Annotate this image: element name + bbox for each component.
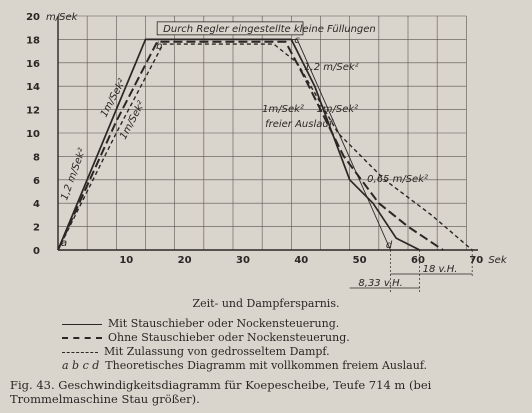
x-tick-label: 50 [352,255,367,266]
y-tick-label: 6 [33,175,40,187]
y-axis-unit: m/Sek [46,12,78,23]
x-tick-label: 40 [294,255,309,266]
x-tick-label: 20 [177,255,192,266]
legend-item-solid [62,317,339,330]
y-tick-label: 16 [26,58,40,70]
legend-label-solid: Mit Stauschieber oder Nockensteuerung. [108,317,340,330]
point-c-label: c [294,34,300,46]
y-tick-label: 0 [33,246,40,257]
top-annotation-text: Durch Regler eingestellte kleine Füllungen [163,23,376,35]
x-tick-label: 60 [411,255,425,266]
legend-item-long-dash [62,331,350,344]
y-tick-label: 4 [33,199,40,211]
series-line-dash-short [58,44,472,250]
span-label-833: 8,33 v.H. [358,278,403,289]
free-runout-label: freier Auslauf [265,119,333,131]
x-tick-label: 10 [119,255,134,266]
legend-label-short-dash: Mit Zulassung von gedrosseltem Dampf. [104,345,330,358]
slope-label-7: 0,65 m/Sek² [367,174,429,186]
legend-prefix-abcd: a b c d [62,359,100,372]
y-tick-label: 18 [26,35,40,47]
slope-label-2: 1m/Sek² [98,77,129,120]
x-axis-unit: Sek [488,255,507,266]
y-tick-label: 20 [26,12,40,23]
chart-series [58,39,472,250]
legend-sample-long-dash [62,337,102,339]
chart-caption-title: Zeit- und Dampfersparnis. [192,297,340,310]
legend-sample-solid [62,324,102,325]
point-d-label: d [385,240,393,251]
point-a-label: a [61,238,68,249]
legend-label-long-dash: Ohne Stauschieber oder Nockensteuerung. [108,331,350,344]
legend-item-short-dash [62,345,330,358]
slope-label-3: 1m/Sek² [118,99,148,142]
x-tick-label: 30 [236,255,250,266]
slope-label-1: 1,2 m/Sek² [59,146,89,202]
span-label-18: 18 v.H. [422,264,458,275]
y-tick-label: 12 [26,105,40,117]
y-tick-label: 8 [33,152,40,164]
slope-label-4: 1,2 m/Sek² [304,61,359,73]
figure-caption: Fig. 43. Geschwindigkeitsdiagramm für Koepescheibe, Teufe 714 m (bei Trommelmaschine Stau größer). [10,378,432,406]
slope-label-6: 1m/Sek² [316,103,359,115]
slope-label-5: 1m/Sek² [262,103,304,115]
y-tick-label: 10 [26,129,40,140]
point-b-label: b [156,40,163,52]
y-tick-label: 14 [26,82,40,94]
y-tick-label: 2 [33,222,40,234]
axis-ticks [26,12,508,266]
chart-annotations [59,22,472,292]
series-line-solid [58,39,420,250]
x-tick-label: 70 [469,255,484,266]
legend-label-theoretical: Theoretisches Diagramm mit vollkommen freiem Auslauf. [105,359,427,372]
legend-sample-short-dash [62,352,98,353]
series-line-dash-long [58,42,443,250]
legend-item-theoretical [62,359,427,372]
